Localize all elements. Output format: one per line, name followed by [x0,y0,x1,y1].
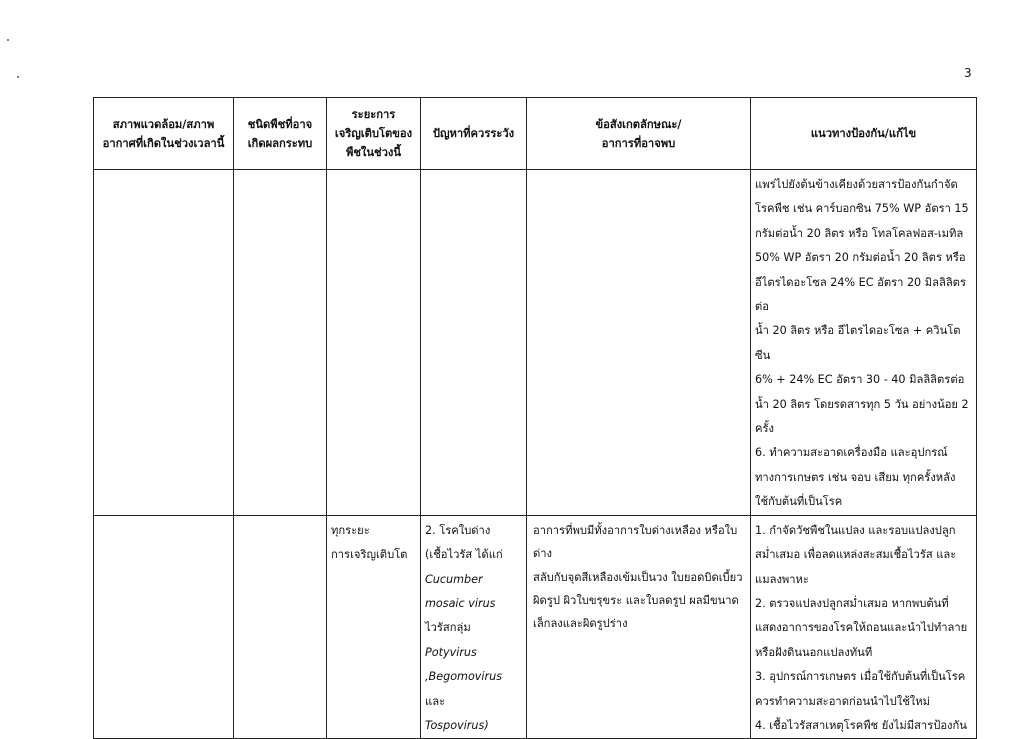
table-row [94,170,977,516]
problem-line: 2. โรคใบด่าง [425,523,491,537]
prevention-line: อีไตรไดอะโซล 24% EC อัตรา 20 มิลลิลิตรต่อ [755,275,966,314]
cell-growth-stage [327,515,421,739]
header-growth-stage: ระยะการ เจริญเติบโตของ พืชในช่วงนี้ [327,98,421,170]
table-header-row [94,98,977,170]
problem-line: ไวรัสกลุ่ม [425,621,471,635]
cell-symptoms [527,515,751,739]
prevention-line: 1. กำจัดวัชพืชในแปลง และรอบแปลงปลูก [755,523,956,537]
problem-line: ,Begomovirus [425,670,503,684]
prevention-line: 50% WP อัตรา 20 กรัมต่อน้ำ 20 ลิตร หรือ [755,251,966,265]
prevention-line: 4. เชื้อไวรัสสาเหตุโรคพืช ยังไม่มีสารป้องกัน [755,718,967,732]
cell-problem [421,170,527,516]
problem-line: และ [425,694,446,708]
prevention-line: สม่ำเสมอ เพื่อลดแหล่งสะสมเชื้อไวรัส และ [755,548,957,562]
table-row [94,515,977,739]
prevention-line: แสดงอาการของโรคให้ถอนและนำไปทำลาย [755,621,968,635]
problem-line: Tospovirus) [425,718,489,732]
symptom-line: สลับกับจุดสีเหลืองเข้มเป็นวง ใบยอดบิดเบี้ยว [533,570,743,584]
problem-line: Cucumber [425,572,483,586]
header-problem: ปัญหาที่ควรระวัง [421,98,527,170]
symptom-line: ผิดรูป ผิวใบขรุขระ และใบลดรูป ผลมีขนาด [533,593,739,607]
prevention-line: 2. ตรวจแปลงปลูกสม่ำเสมอ หากพบต้นที่ [755,596,949,610]
prevention-line: ควรทำความสะอาดก่อนนำไปใช้ใหม่ [755,694,931,708]
cell-prevention [751,170,977,516]
scan-dot [17,76,19,78]
page-number: 3 [964,66,972,80]
header-symptoms: ข้อสังเกตลักษณะ/ อาการที่อาจพบ [527,98,751,170]
problem-line: mosaic virus [425,596,496,610]
header-environment: สภาพแวดล้อม/สภาพ อากาศที่เกิดในช่วงเวลานี้ [94,98,234,170]
cell-growth-stage [327,170,421,516]
prevention-line: ทางการเกษตร เช่น จอบ เสียม ทุกครั้งหลัง [755,470,956,484]
cell-environment [94,170,234,516]
prevention-line: 3. อุปกรณ์การเกษตร เมื่อใช้กับต้นที่เป็นโรค [755,670,966,684]
prevention-line: โรคพืช เช่น คาร์บอกซิน 75% WP อัตรา 15 [755,202,969,216]
prevention-line: 6% + 24% EC อัตรา 30 - 40 มิลลิลิตรต่อ [755,373,965,387]
problem-line: Potyvirus [425,645,477,659]
prevention-line: น้ำ 20 ลิตร หรือ อีไตรไดอะโซล + ควินโตซีน [755,324,961,362]
crop-advisory-table [93,97,977,739]
header-crop-type: ชนิดพืชที่อาจ เกิดผลกระทบ [234,98,327,170]
scan-dot [7,39,9,41]
problem-line: (เชื้อไวรัส ได้แก่ [425,548,503,562]
cell-environment [94,515,234,739]
prevention-line: หรือฝังดินนอกแปลงทันที [755,645,873,659]
cell-symptoms [527,170,751,516]
cell-crop-type [234,515,327,739]
prevention-line: แมลงพาหะ [755,572,809,586]
symptom-line: อาการที่พบมีทั้งอาการใบด่างเหลือง หรือใบด่าง [533,523,738,561]
prevention-line: กรัมต่อน้ำ 20 ลิตร หรือ โทลโคลฟอส-เมทิล [755,226,964,240]
prevention-line: น้ำ 20 ลิตร โดยรดสารทุก 5 วัน อย่างน้อย 2 ครั้ง [755,397,969,436]
prevention-line: 6. ทำความสะอาดเครื่องมือ และอุปกรณ์ [755,446,948,460]
prevention-line: ใช้กับต้นที่เป็นโรค [755,495,843,509]
growth-stage-line: การเจริญเติบโต [331,548,408,562]
growth-stage-line: ทุกระยะ [331,523,370,537]
cell-crop-type [234,170,327,516]
cell-prevention [751,515,977,739]
cell-problem [421,515,527,739]
header-prevention: แนวทางป้องกัน/แก้ไข [751,98,977,170]
prevention-line: แพร่ไปยังต้นข้างเคียงด้วยสารป้องกันกำจัด [755,178,958,191]
symptom-line: เล็กลงและผิดรูปร่าง [533,617,628,631]
